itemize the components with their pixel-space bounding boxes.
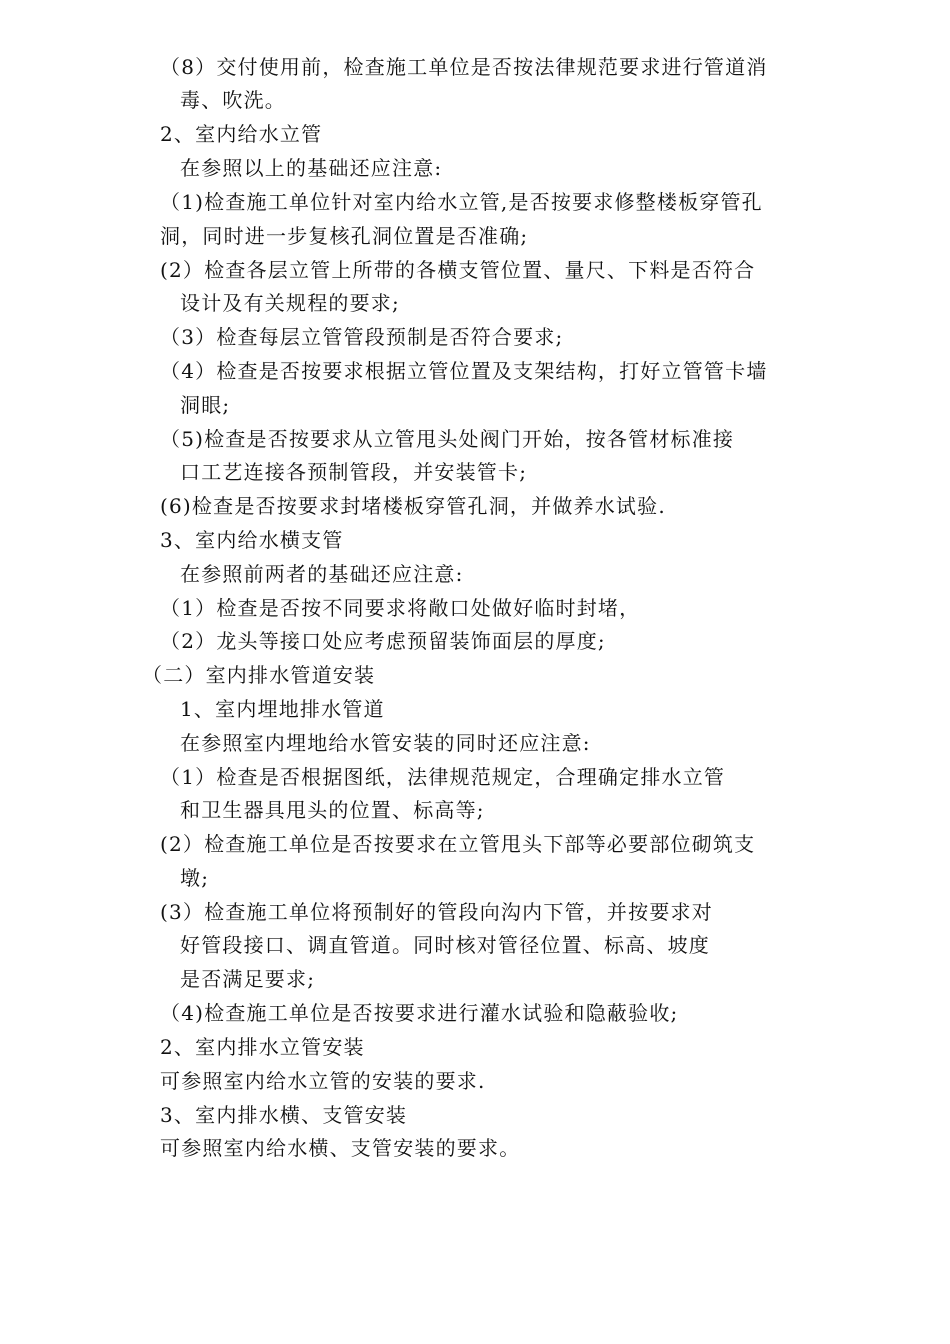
section-heading: 2、室内排水立管安装 <box>160 1035 365 1059</box>
section-heading: 2、室内给水立管 <box>160 122 323 146</box>
text-line: 墩; <box>180 866 210 890</box>
text-line: (3）检查施工单位将预制好的管段向沟内下管，并按要求对 <box>160 900 713 924</box>
text-line: (2）检查各层立管上所带的各横支管位置、量尺、下料是否符合 <box>160 258 756 282</box>
text-line: （4）检查是否按要求根据立管位置及支架结构，打好立管管卡墙 <box>160 359 768 383</box>
text-line: （8）交付使用前，检查施工单位是否按法律规范要求进行管道消 <box>160 55 768 79</box>
text-line: 可参照室内给水横、支管安装的要求。 <box>160 1136 521 1160</box>
text-line: 是否满足要求; <box>180 967 316 991</box>
text-line: 口工艺连接各预制管段，并安装管卡; <box>180 460 528 484</box>
text-line: 好管段接口、调直管道。同时核对管径位置、标高、坡度 <box>180 933 710 957</box>
text-line: （1）检查是否根据图纸，法律规范规定，合理确定排水立管 <box>160 765 726 789</box>
text-line: 可参照室内给水立管的安装的要求. <box>160 1069 486 1093</box>
text-line: 洞眼; <box>180 393 231 417</box>
text-line: 在参照前两者的基础还应注意: <box>180 562 464 586</box>
text-line: (6)检查是否按要求封堵楼板穿管孔洞，并做养水试验. <box>160 494 666 518</box>
text-line: 洞，同时进一步复核孔洞位置是否准确; <box>160 224 529 248</box>
text-line: （2）龙头等接口处应考虑预留装饰面层的厚度; <box>160 629 606 653</box>
section-heading: 3、室内给水横支管 <box>160 528 344 552</box>
text-line: (2）检查施工单位是否按要求在立管甩头下部等必要部位砌筑支 <box>160 832 756 856</box>
text-line: 在参照室内埋地给水管安装的同时还应注意: <box>180 731 591 755</box>
text-line: （1）检查是否按不同要求将敞口处做好临时封堵， <box>160 596 641 620</box>
chapter-heading: （二）室内排水管道安装 <box>142 663 376 687</box>
text-line: （1)检查施工单位针对室内给水立管,是否按要求修整楼板穿管孔 <box>160 190 763 214</box>
text-line: 毒、吹洗。 <box>180 88 286 112</box>
text-line: 和卫生器具甩头的位置、标高等; <box>180 798 485 822</box>
text-line: 在参照以上的基础还应注意: <box>180 156 443 180</box>
text-line: （5)检查是否按要求从立管甩头处阀门开始，按各管材标准接 <box>160 427 735 451</box>
section-heading: 3、室内排水横、支管安装 <box>160 1103 408 1127</box>
text-line: 设计及有关规程的要求; <box>180 291 400 315</box>
text-line: （3）检查每层立管管段预制是否符合要求; <box>160 325 564 349</box>
text-line: （4)检查施工单位是否按要求进行灌水试验和隐蔽验收; <box>160 1001 679 1025</box>
section-heading: 1、室内埋地排水管道 <box>180 697 385 721</box>
